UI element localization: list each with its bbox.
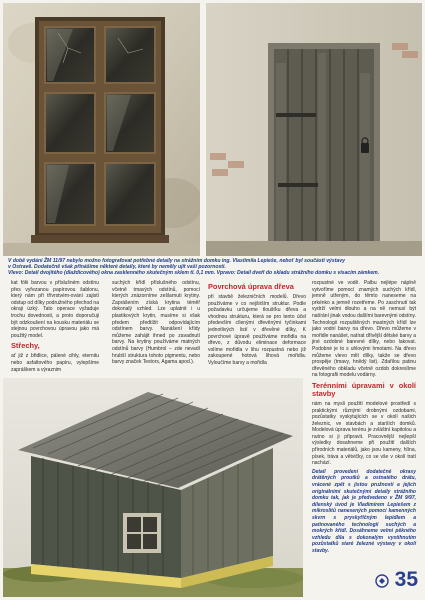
paragraph: kat fólii barvou v příslušném odstínu přes vyřezanou papírovou šablonu, který nám při třívrstvém-ování zajistí odstup od dílky podružného přechod na okraji úzký. Tato operace vyžaduje trochu dovednosti, a proto doporučuji být odzkoušení na kousku materiálu se stejnou povrchovou úpravou jako má použitý model. (11, 280, 99, 339)
page-number: 35 (394, 568, 418, 591)
caption-line-3: Vlevo: Detail dvojitého (dlaždicového) okna zasklenného skutečným sklem tl. 0,1 mm. Vpravo: Detail dveří do skladu strážního domku s visacím zámkem. (8, 270, 380, 277)
section-heading-roofs: Střechy, (11, 341, 40, 351)
caption-line-1: V době vydání ŽM 11/97 nebylo možno fotografovat potřebné detaily na strážním domku ing. Vlastimila Lepieše, neboť byl součástí výstavy (8, 258, 345, 264)
caption-line-2: v Ostravě. Dodatečně však přinášíme některé detaily, které by neměly ujít vaší pozornosti. (8, 264, 226, 271)
section-heading-wood: Povrchová úprava dřeva (208, 282, 294, 291)
door-detail-photo (206, 3, 422, 256)
window-detail-photo (3, 3, 200, 256)
text-column-left (11, 280, 99, 375)
paragraph: rozpustné ve vodě. Palbu nejlépe náplně vytvoříme pomocí znamých suchých křídl, jemně utřeným, do těmto naneseme na prkénko a jemně rozetřeme. Po zaschnutí tak vydrží velmi dlouho a na ně nemusí být natírání jinak vodou dalšími barevnými odstíny. Technologii rozpuštěných mastných křídl lze jako vodní barvy na dřevo. Dřevo můžeme v mořidle nanášet, natírat dřívější dětské barvy a jiné ozdobné barevné dílky, nebo lakovat. Podobné je to s uhlovými hmotami. Na dřevo můžeme vlevo mlít dílky, takže se dřevo prospěje (tmavy, hnědý list). Zdařilou patinu dřevěného obkladu včetně ozdob dokreslíme na fotografii modelu vodárny. (312, 280, 416, 379)
paragraph: ať již z břidlice, pálené cihly, eternitu nebo asfaltového papíru, vylepšíme zapráškem a výraznim (11, 353, 99, 373)
text-column-mid (208, 280, 306, 369)
paragraph: při stavbě železničních modelů. Dřevo používáme v co nejširším struktur. Podle požadavku určujeme tloušťku dřeva a vhodnou strukturu, která se pro tento účel především cílenými dřevěnými tyčinkami jednotlivých listí v dřevěné dílky, K povrchové úpravě používáme mořidla na dřevo, z důvodu eliminace deformace volíme mořidla v lihu rozpustná nebo již zakoupené hotová lihová mořidla. Vyloučíme barvy a mořidla (208, 294, 306, 366)
photo-caption (8, 258, 418, 276)
text-column-mid-top (112, 280, 200, 368)
magazine-logo-icon (375, 574, 389, 588)
text-column-right (312, 280, 416, 557)
model-building-photo (3, 378, 303, 597)
paragraph: suchých křídl příslušného odstínu, včetně tmavých odstínů, pomocí kterých znázorníme zešlarnuti krytiny. Zaprášením získá krytina téměř dokonalý vzhled. Lze uplatnit i u plastikových krytin, musíme si však předem předtížit odpovídajícím odstínem barvy. Nanášení křídy můžeme zahájit ihned po zavadnutí barvy. Na krytiny používáme matných odstínů barvy (Humbrol – zde nevadí hrubší struktura tohoto pigmentu, nebo barvy značek Testors, Agama apod.). (112, 280, 200, 366)
section-heading-terrain: Terénními úpravami v okolí stavby (312, 380, 416, 398)
highlight-paragraph: Detail provedení dodatečné okrasy drátěných proutků a ostnatého drátu, vrácené zpět s jistou pružností a jejich originálními skutečnými detaily strážního domku tak, jak je předvedeno v ŽM 9/97, dílenský úvod je Vladimírem Lepiešem z mikroslitů nanesených pomocí kamenných skvrn s pryskyřičným lepidlem a patinovaného technologií suchých a mokrých křídl. Dosáhneme velmi pěkného vzhledu díla s dokonalým vystihnutím pozůstatků staré železné výstavy v okolí stavby. (312, 468, 416, 554)
paragraph: nám na mysli použití modelové prostředí s praktickými různými drobnými ozdobami, pozůstatky vyskytujících se v okolí našich železnic, ve stavbách a starších domků. Modelová úprava terénu je zvláštní kapitolou a nutno si ji připravit. Pracovnější nejlepší výsledky dosahneme při použití dalších přírodních materiálů, jako jsou kameny, hlína, písek, tráva a větvičky, co se vše v okolí tratí nachází. (312, 400, 416, 467)
